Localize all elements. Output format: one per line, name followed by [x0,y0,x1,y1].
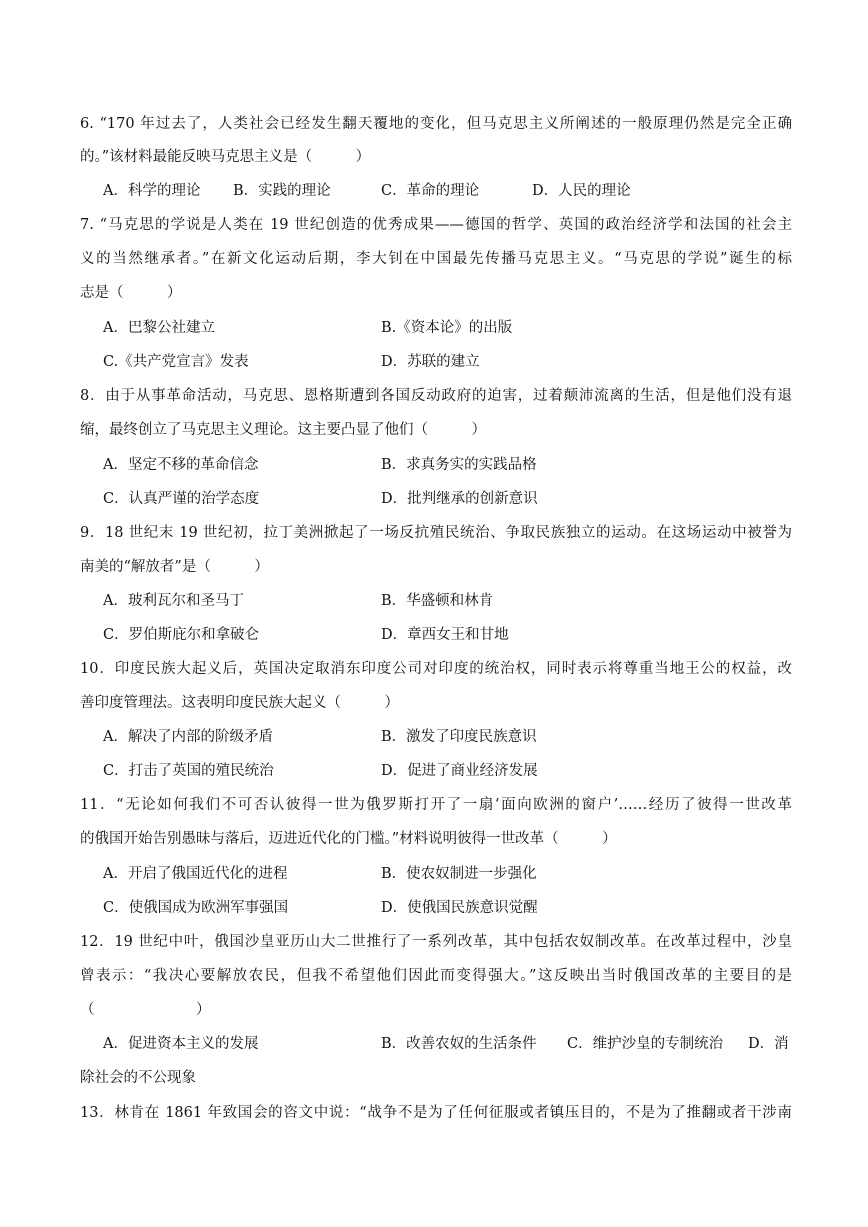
option-b: B．华盛顿和林肯 [381,593,494,609]
question-text: 缩，最终创立了马克思主义理论。这主要凸显了他们（ ） [80,422,486,438]
question-text: 曾表示：“我决心要解放农民，但我不希望他们因此而变得强大。”这反映出当时俄国改革的主要目的是 [80,968,792,984]
option-a: A．坚定不移的革命信念 [103,457,259,473]
option-d: D．消 [748,1036,789,1052]
option-a: A．玻利瓦尔和圣马丁 [103,593,244,609]
question-text: 南美的“解放者”是（ ） [80,559,269,575]
question-text: 9．18 世纪末 19 世纪初，拉丁美洲掀起了一场反抗殖民统治、争取民族独立的运动。在这场运动中被誉为 [80,525,792,541]
question-text: 11．“无论如何我们不可否认彼得一世为俄罗斯打开了一扇‘面向欧洲的窗户’……经历了彼得一世改革 [80,797,792,813]
question-text: 8．由于从事革命活动，马克思、恩格斯遭到各国反动政府的迫害，过着颠沛流离的生活，但是他们没有退 [80,388,792,404]
option-c: C．使俄国成为欧洲军事强国 [103,900,289,916]
question-text: 12．19 世纪中叶，俄国沙皇亚历山大二世推行了一系列改革，其中包括农奴制改革。在改革过程中，沙皇 [80,934,792,950]
option-c: C．维护沙皇的专制统治 [567,1036,724,1052]
question-text: 6. “170 年过去了，人类社会已经发生翻天覆地的变化，但马克思主义所阐述的一般原理仍然是完全正确 [80,116,792,132]
option-a: A．促进资本主义的发展 [103,1036,259,1052]
question-text: 13．林肯在 1861 年致国会的咨文中说：“战争不是为了任何征服或者镇压目的，不是为了推翻或者干涉南 [80,1105,792,1121]
option-d: D．章西女王和甘地 [381,627,509,643]
option-c: C．认真严谨的治学态度 [103,491,260,507]
option-c: C.《共产党宣言》发表 [103,354,249,370]
option-a: A．解决了内部的阶级矛盾 [103,729,273,745]
option-d: D．人民的理论 [532,183,631,199]
option-a: A．开启了俄国近代化的进程 [103,866,288,882]
option-b: B．实践的理论 [233,183,331,199]
option-b: B．求真务实的实践品格 [381,457,537,473]
question-text: 的。”该材料最能反映马克思主义是（ ） [80,149,371,165]
option-a: A．巴黎公社建立 [103,320,215,336]
question-text: 的俄国开始告别愚昧与落后，迈进近代化的门槛。”材料说明彼得一世改革（ ） [80,831,617,847]
question-text: 义的当然继承者。”在新文化运动后期，李大钊在中国最先传播马克思主义。“马克思的学说”诞生的标 [80,251,792,267]
option-a: A．科学的理论 [103,183,201,199]
option-b: B．激发了印度民族意识 [381,729,537,745]
option-d: D．批判继承的创新意识 [381,491,538,507]
option-b: B．使农奴制进一步强化 [381,866,537,882]
question-text: （ ） [80,1002,211,1018]
question-text: 7. “马克思的学说是人类在 19 世纪创造的优秀成果——德国的哲学、英国的政治经济学和法国的社会主 [80,217,792,233]
question-text: 10．印度民族大起义后，英国决定取消东印度公司对印度的统治权，同时表示将尊重当地王公的权益，改 [80,661,792,677]
option-c: C．革命的理论 [381,183,480,199]
option-c: C．打击了英国的殖民统治 [103,763,274,779]
question-text: 志是（ ） [80,285,182,301]
option-d-continued: 除社会的不公现象 [80,1070,196,1086]
question-text: 善印度管理法。这表明印度民族大起义（ ） [80,695,399,711]
option-c: C．罗伯斯庇尔和拿破仑 [103,627,260,643]
option-b: B.《资本论》的出版 [381,320,513,336]
option-d: D．苏联的建立 [381,354,480,370]
option-d: D．使俄国民族意识觉醒 [381,900,538,916]
option-b: B．改善农奴的生活条件 [381,1036,537,1052]
option-d: D．促进了商业经济发展 [381,763,538,779]
